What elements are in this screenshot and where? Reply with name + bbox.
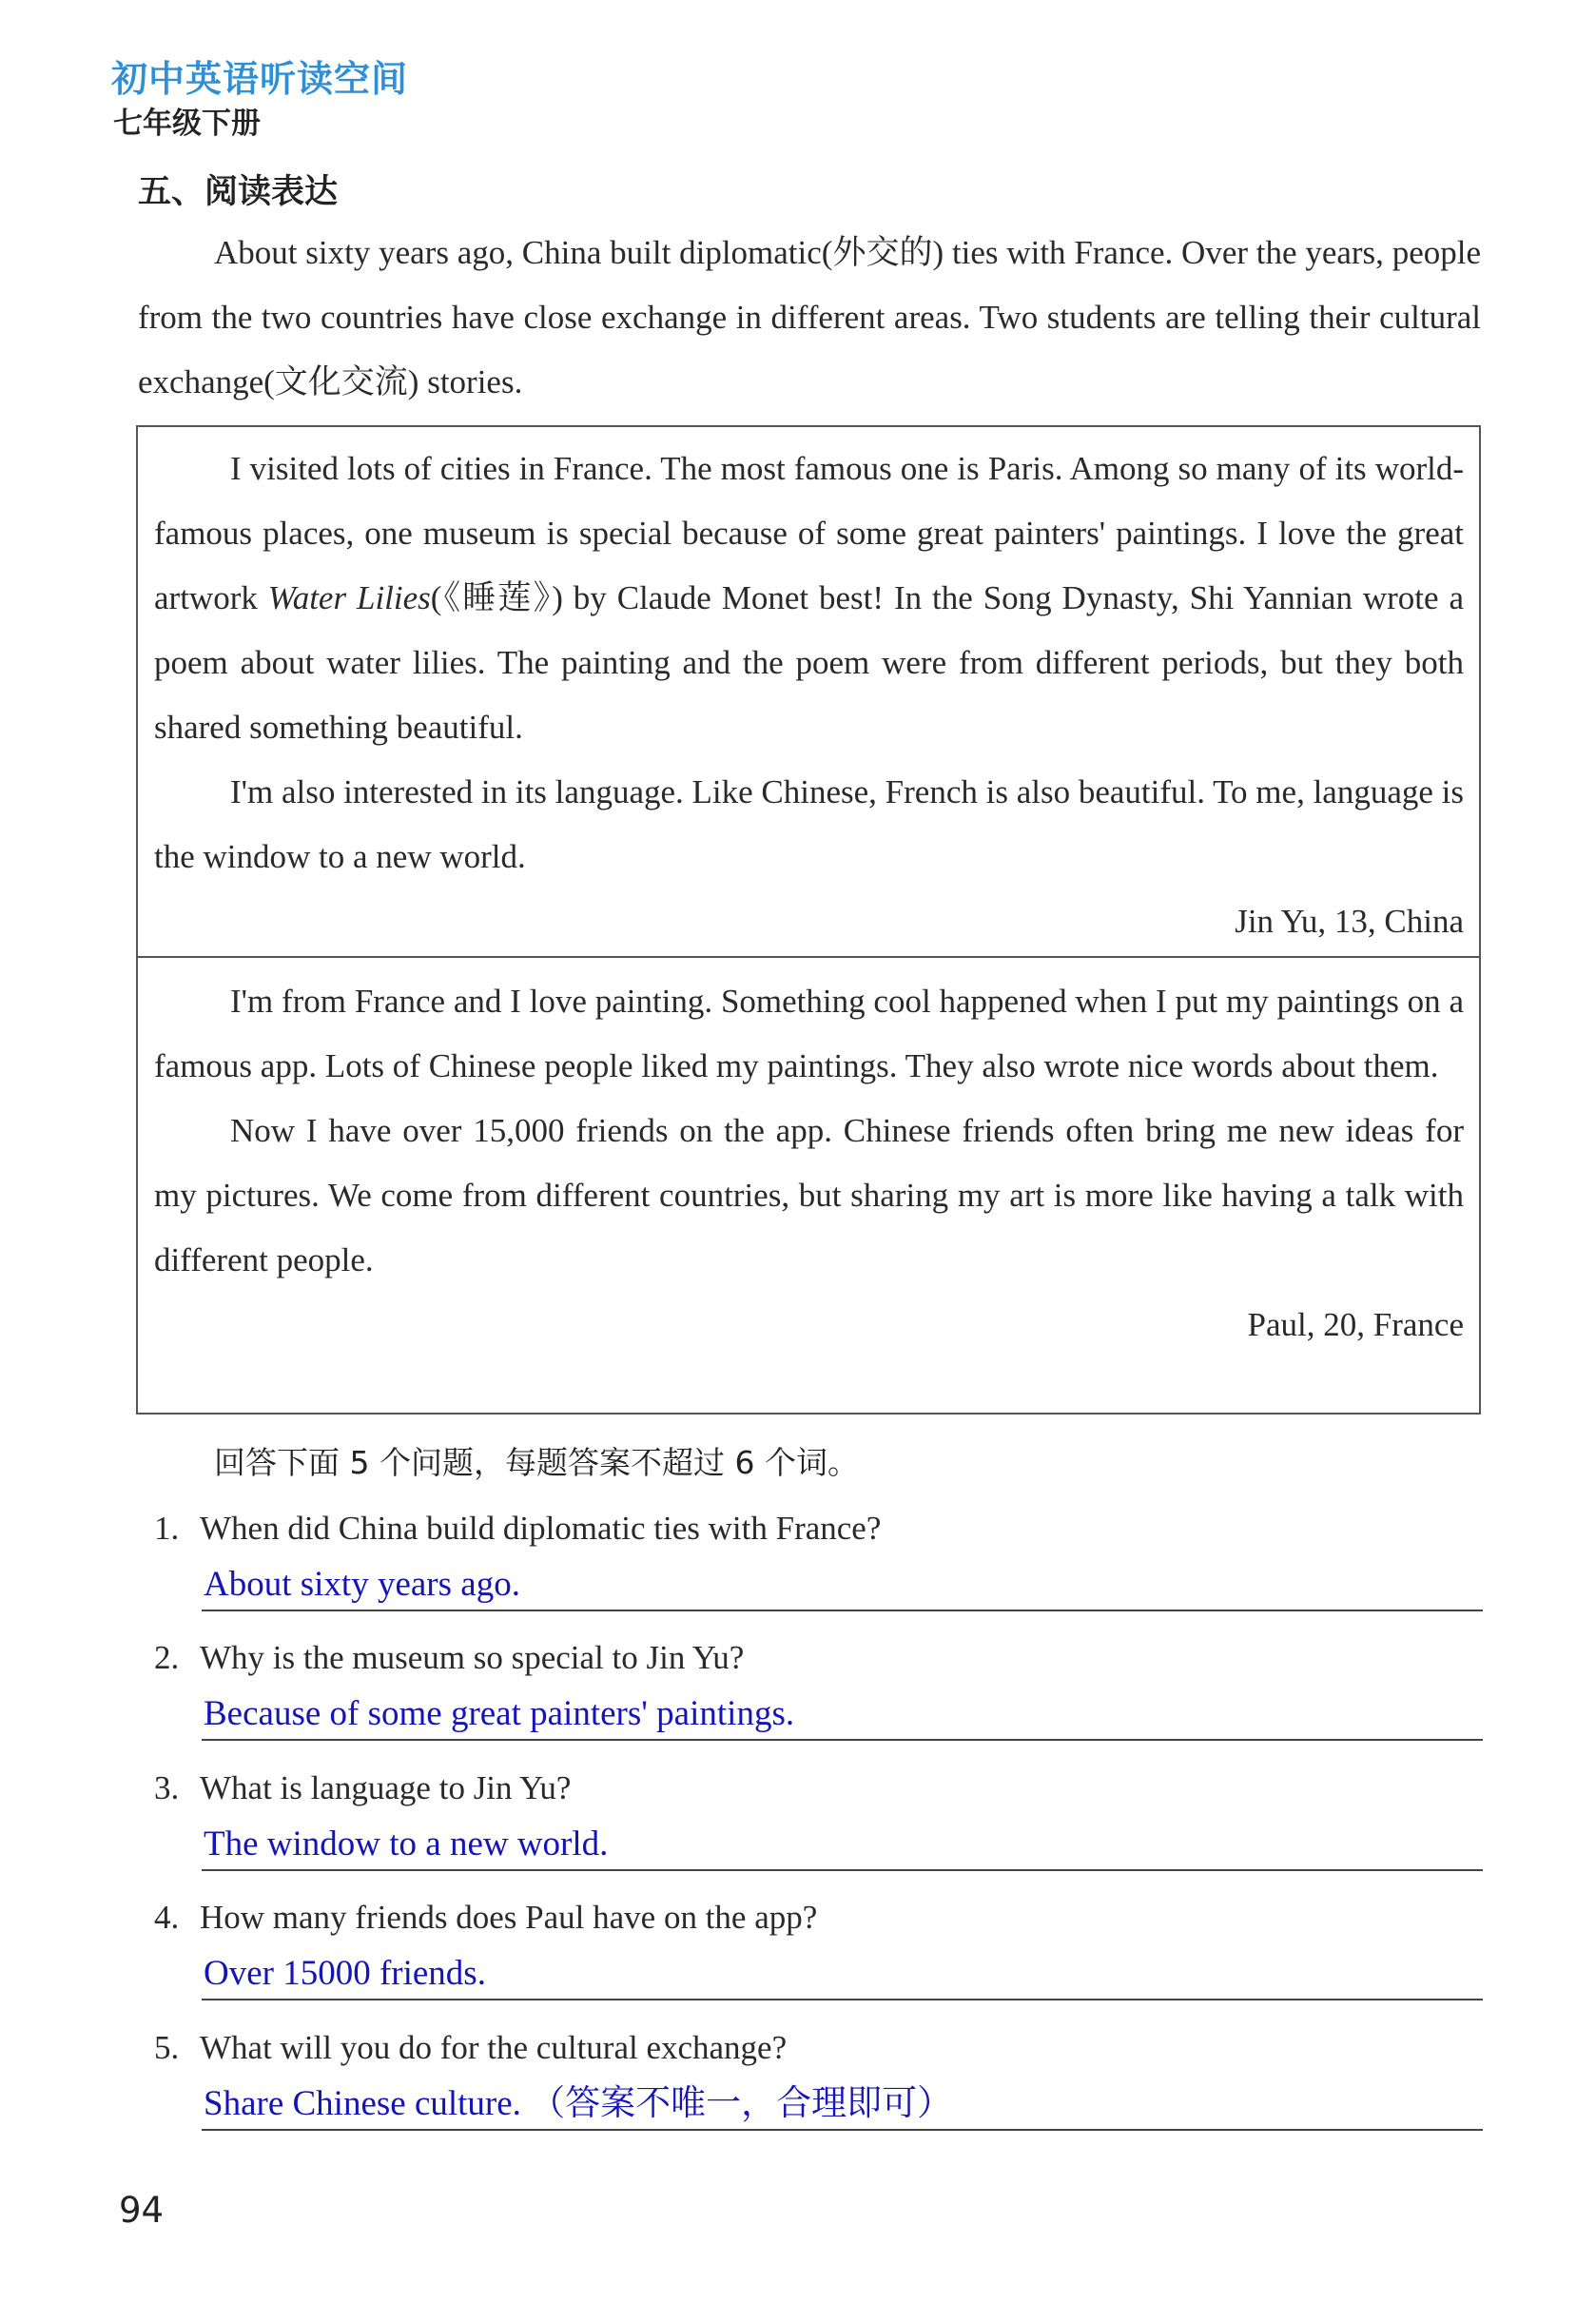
question-number: 1.: [154, 1510, 180, 1547]
artwork-title: Water Lilies: [267, 579, 431, 616]
story-text: I visited lots of cities in France. The most famous one is Paris. Among so many of its world-famous places, one museum is special because of some great painters' paintings. I love the great artwork: [154, 450, 1464, 616]
question-prompt: How many friends does Paul have on the app?: [200, 1899, 818, 1936]
answer-field[interactable]: Because of some great painters' paintings.: [202, 1689, 1483, 1741]
question-item: [154, 1505, 1481, 1611]
page-number: 94: [119, 2190, 165, 2231]
story-divider: [138, 956, 1479, 958]
question-text: [154, 2024, 1481, 2072]
question-prompt: What is language to Jin Yu?: [200, 1769, 572, 1806]
story-paragraph: Now I have over 15,000 friends on the app. Chinese friends often bring me new ideas for my pictures. We come from different countries, but sharing my art is more like having a talk with different people.: [154, 1112, 1464, 1278]
question-item: [154, 1894, 1481, 2000]
answer-field[interactable]: Share Chinese culture. （答案不唯一，合理即可）: [202, 2079, 1483, 2131]
story-signature: Paul, 20, France: [1247, 1306, 1464, 1343]
question-item: [154, 2024, 1481, 2131]
question-number: 2.: [154, 1639, 180, 1676]
answer-field[interactable]: The window to a new world.: [202, 1820, 1483, 1871]
question-item: [154, 1765, 1481, 1871]
question-number: 4.: [154, 1899, 180, 1936]
story-paul: [154, 960, 1464, 1357]
question-number: 5.: [154, 2029, 180, 2066]
answer-field[interactable]: Over 15000 friends.: [202, 1949, 1483, 2000]
section-title: 五、阅读表达: [138, 173, 339, 211]
answer-field[interactable]: About sixty years ago.: [202, 1560, 1483, 1611]
story-paragraph: I'm also interested in its language. Like Chinese, French is also beautiful. To me, language is the window to a new world.: [154, 773, 1464, 875]
story-paragraph: I'm from France and I love painting. Something cool happened when I put my paintings on a famous app. Lots of Chinese people liked my paintings. They also wrote nice words about them.: [154, 983, 1464, 1084]
instruction-text: 回答下面 5 个问题，每题答案不超过 6 个词。: [214, 1444, 859, 1481]
question-text: [154, 1765, 1481, 1812]
story-text: (《睡莲》) by Claude Monet best! In the Song Dynasty, Shi Yannian wrote a poem about water lilies. The painting and the poem were from different periods, but they both shared something beautiful.: [154, 579, 1464, 746]
story-jin-yu: [154, 427, 1464, 954]
question-number: 3.: [154, 1769, 180, 1806]
question-text: [154, 1894, 1481, 1942]
intro-paragraph: About sixty years ago, China built diplomatic(外交的) ties with France. Over the years, people from the two countries have close exchange in different areas. Two students are telling their cultural exchange(文化交流) stories.: [138, 234, 1481, 400]
question-text: [154, 1634, 1481, 1682]
question-item: [154, 1634, 1481, 1741]
story-paragraph: [154, 427, 1464, 760]
question-text: [154, 1505, 1481, 1552]
question-prompt: Why is the museum so special to Jin Yu?: [200, 1639, 745, 1676]
question-prompt: When did China build diplomatic ties with France?: [200, 1510, 882, 1547]
grade-label: 七年级下册: [113, 107, 261, 141]
question-prompt: What will you do for the cultural exchange?: [200, 2029, 788, 2066]
stories-box: [136, 425, 1481, 1415]
story-signature: Jin Yu, 13, China: [1235, 903, 1464, 940]
book-title: 初中英语听读空间: [111, 58, 409, 100]
